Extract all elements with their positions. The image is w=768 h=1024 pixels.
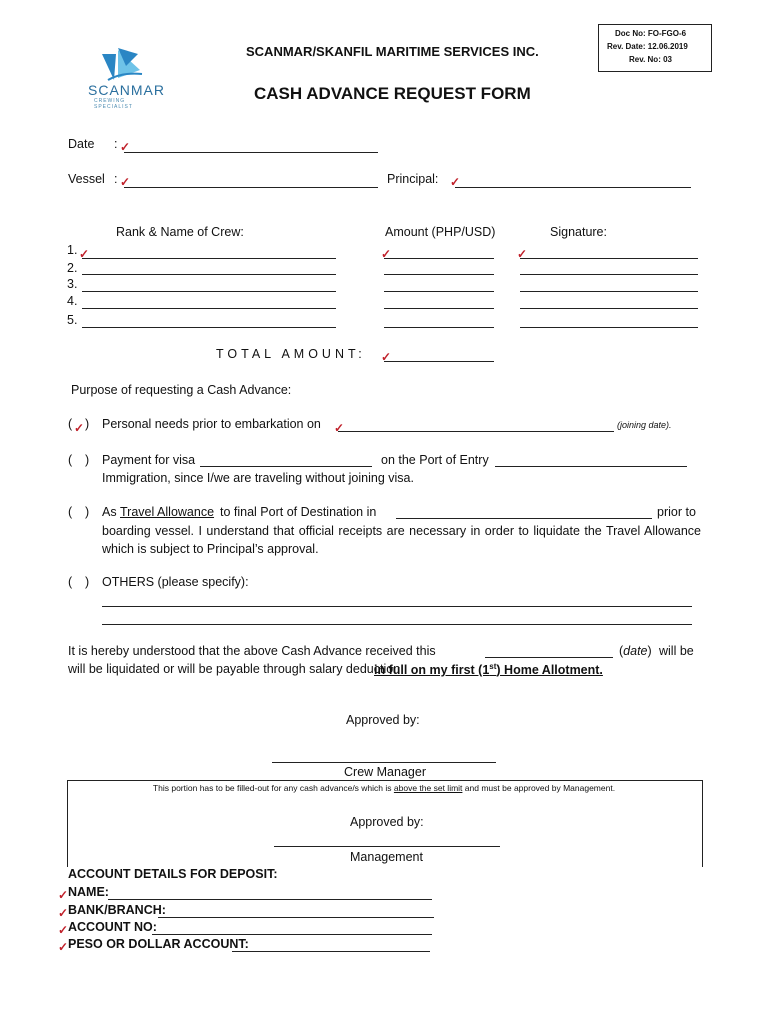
management-label: Management	[350, 850, 423, 864]
signature-field[interactable]	[520, 327, 698, 328]
amount1-check-icon: ✓	[381, 247, 392, 261]
signature-field[interactable]	[520, 274, 698, 275]
principal-check-icon: ✓	[450, 175, 461, 189]
signature-field[interactable]	[520, 291, 698, 292]
box-note	[0, 783, 768, 793]
personal-checkbox-check-icon[interactable]: ✓	[74, 421, 85, 435]
personal-date-check-icon: ✓	[334, 421, 345, 435]
vessel-check-icon: ✓	[120, 175, 131, 189]
crew-name-field[interactable]	[82, 308, 336, 309]
doc-info-box	[598, 24, 712, 72]
doc-number: Doc No: FO-FGO-6	[615, 29, 687, 38]
logo-tagline: CREWING SPECIALIST	[94, 98, 133, 110]
amount-field[interactable]	[384, 274, 494, 275]
peso-dollar-label: PESO OR DOLLAR ACCOUNT:	[68, 937, 249, 951]
vessel-colon: :	[114, 172, 118, 186]
visa-checkbox-open[interactable]: (	[68, 453, 73, 467]
bank-check-icon: ✓	[58, 906, 69, 920]
peso-dollar-check-icon: ✓	[58, 940, 69, 954]
home-allotment-b: ) Home Allotment.	[496, 663, 603, 678]
personal-option-label: Personal needs prior to embarkation on	[102, 417, 321, 431]
company-name: SCANMAR/SKANFIL MARITIME SERVICES INC.	[246, 44, 539, 59]
date-check-icon: ✓	[120, 140, 131, 154]
row1-check-icon: ✓	[79, 247, 90, 261]
total-check-icon: ✓	[381, 350, 392, 364]
account-name-field[interactable]	[108, 899, 432, 900]
account-no-label: ACCOUNT NO:	[68, 920, 157, 934]
crew-name-field[interactable]	[82, 258, 336, 259]
account-name-label: NAME:	[68, 885, 109, 899]
rev-date: Rev. Date: 12.06.2019	[607, 42, 688, 51]
signature-column-header: Signature:	[550, 225, 607, 239]
box-note-a: This portion has to be filled-out for any cash advance/s which is	[152, 783, 392, 793]
scanmar-sail-icon	[82, 44, 162, 84]
bank-branch-label: BANK/BRANCH:	[68, 903, 166, 917]
date-field[interactable]	[124, 152, 378, 153]
joining-date-hint: (joining date).	[617, 420, 672, 430]
joining-date-field[interactable]	[338, 431, 614, 432]
approved-by-label: Approved by:	[346, 713, 420, 727]
bank-branch-field[interactable]	[158, 917, 434, 918]
total-amount-label: TOTAL AMOUNT:	[216, 347, 366, 361]
travel-checkbox-close: )	[85, 505, 90, 519]
account-no-check-icon: ✓	[58, 923, 69, 937]
date-hint-word: date	[623, 644, 648, 658]
amount-field[interactable]	[384, 308, 494, 309]
amount-field[interactable]	[384, 258, 494, 259]
box-note-c: and must be approved by Management.	[464, 783, 616, 793]
box-note-limit: above the set limit	[393, 783, 463, 793]
logo-brand: SCANMAR	[88, 82, 166, 98]
vessel-field[interactable]	[124, 187, 378, 188]
row-number: 1.	[67, 243, 78, 257]
travel-allowance-label: Travel Allowance	[120, 505, 215, 519]
personal-checkbox-open: (	[68, 417, 73, 431]
travel-checkbox-open[interactable]: (	[68, 505, 73, 519]
row-number: 3.	[67, 277, 78, 291]
principal-label: Principal:	[387, 172, 439, 186]
home-allotment-sup: st	[489, 662, 497, 671]
date-colon: :	[114, 137, 118, 151]
vessel-label: Vessel	[68, 172, 105, 186]
purpose-heading: Purpose of requesting a Cash Advance:	[71, 383, 292, 397]
principal-field[interactable]	[455, 187, 691, 188]
travel-prior-label: prior to	[657, 505, 696, 519]
date-label: Date	[68, 137, 95, 151]
travel-option-continuation: boarding vessel. I understand that official receipts are necessary in order to liquidate the Travel Allowance which is subject to Principal’s approval.	[102, 524, 701, 556]
amount-column-header: Amount (PHP/USD)	[385, 225, 496, 239]
others-field[interactable]	[102, 624, 692, 625]
form-title: CASH ADVANCE REQUEST FORM	[254, 84, 531, 103]
others-checkbox-close: )	[85, 575, 90, 589]
others-field[interactable]	[102, 606, 692, 607]
name-check-icon: ✓	[58, 888, 69, 902]
visa-option-label: Payment for visa	[102, 453, 196, 467]
destination-field[interactable]	[396, 518, 652, 519]
amount-field[interactable]	[384, 327, 494, 328]
visa-option-continuation: Immigration, since I/we are traveling without joining visa.	[102, 471, 414, 485]
travel-destination-label: to final Port of Destination in	[220, 505, 377, 519]
visa-checkbox-close: )	[85, 453, 90, 467]
crew-column-header: Rank & Name of Crew:	[116, 225, 244, 239]
received-date-field[interactable]	[485, 657, 613, 658]
management-signature-field[interactable]	[274, 846, 500, 847]
home-allotment-a: in full on my first (1	[374, 663, 490, 678]
visa-field[interactable]	[200, 466, 372, 467]
peso-dollar-field[interactable]	[232, 951, 430, 952]
row-number: 4.	[67, 294, 78, 308]
company-logo	[82, 44, 166, 110]
approved-by-management-label: Approved by:	[350, 815, 424, 829]
row-number: 2.	[67, 261, 78, 275]
rev-number: Rev. No: 03	[629, 55, 672, 64]
signature1-check-icon: ✓	[517, 247, 528, 261]
signature-field[interactable]	[520, 258, 698, 259]
others-option-label: OTHERS (please specify):	[102, 575, 249, 589]
row-number: 5.	[67, 313, 78, 327]
home-allotment-text	[374, 662, 603, 677]
date-hint: (date)	[619, 644, 652, 658]
signature-field[interactable]	[520, 308, 698, 309]
crew-manager-label: Crew Manager	[344, 765, 426, 779]
personal-checkbox-close: )	[85, 417, 90, 431]
crew-name-field[interactable]	[82, 327, 336, 328]
understanding-text-2: will be liquidated or will be payable through salary deduction	[68, 662, 401, 676]
port-of-entry-field[interactable]	[495, 466, 687, 467]
account-heading: ACCOUNT DETAILS FOR DEPOSIT:	[68, 867, 278, 881]
understanding-will-be: will be	[659, 644, 694, 658]
others-checkbox-open[interactable]: (	[68, 575, 73, 589]
crew-manager-signature-field[interactable]	[272, 762, 496, 763]
account-no-field[interactable]	[152, 934, 432, 935]
amount-field[interactable]	[384, 291, 494, 292]
understanding-text: It is hereby understood that the above Cash Advance received this	[68, 644, 436, 658]
crew-name-field[interactable]	[82, 291, 336, 292]
travel-as-label: As	[102, 505, 117, 519]
total-amount-field[interactable]	[384, 361, 494, 362]
crew-name-field[interactable]	[82, 274, 336, 275]
port-of-entry-label: on the Port of Entry	[381, 453, 489, 467]
